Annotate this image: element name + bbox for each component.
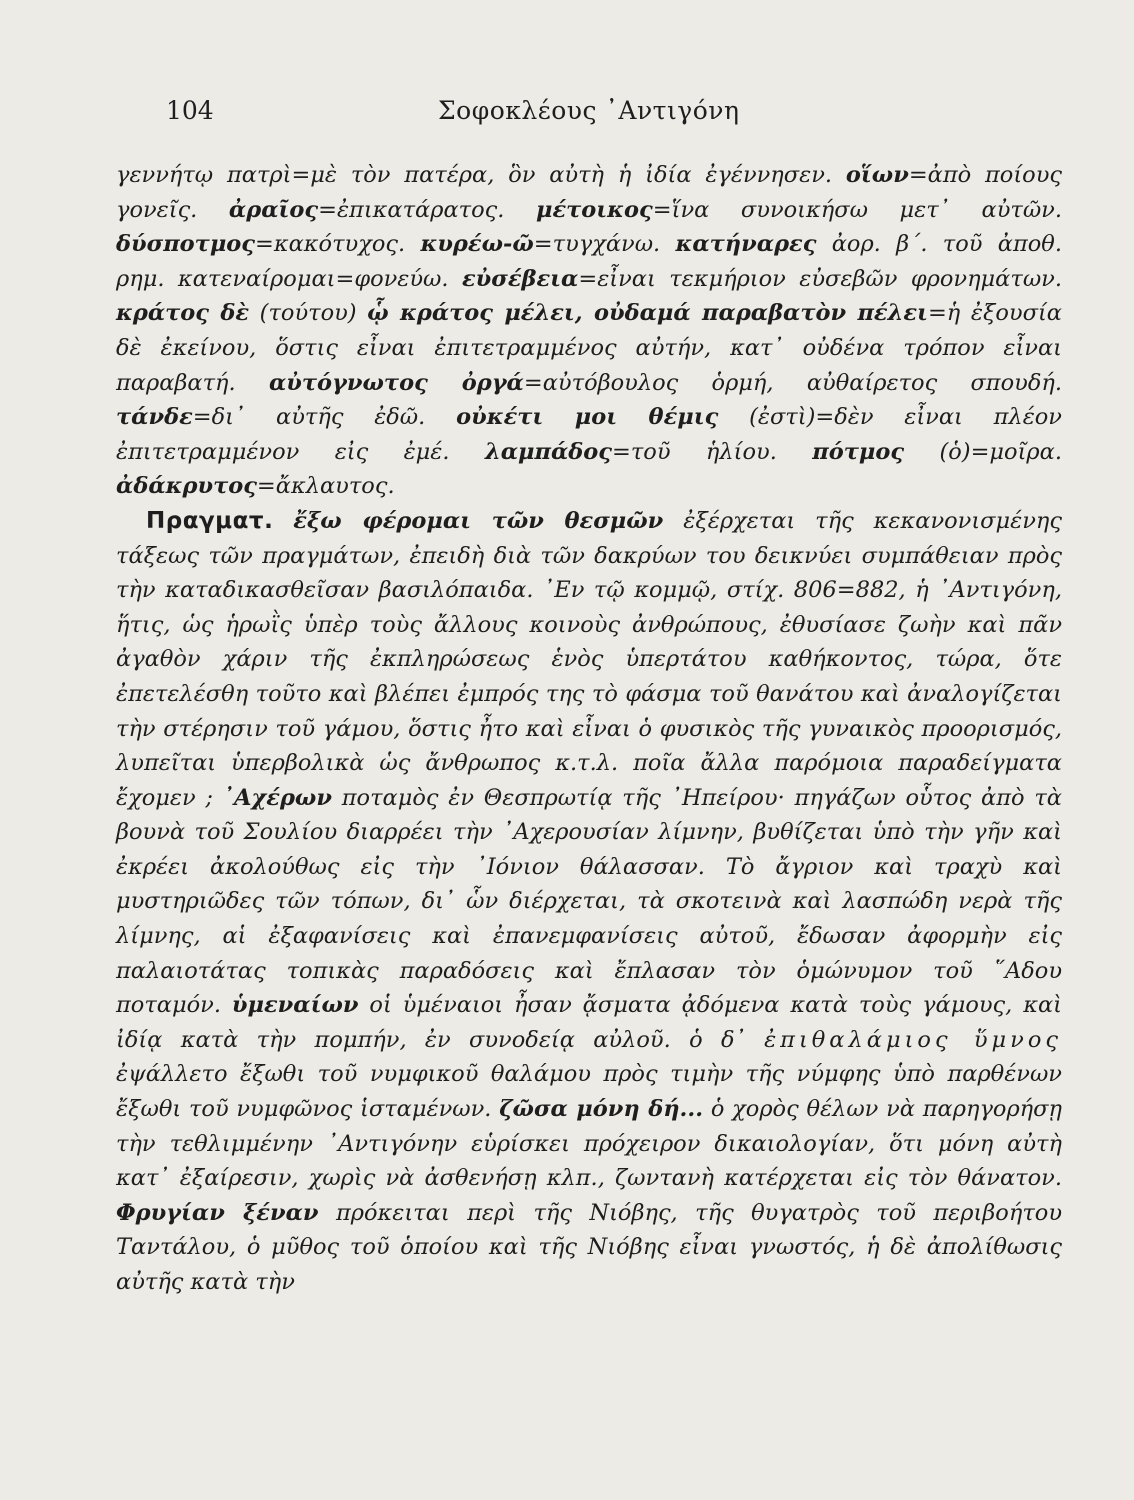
- lemma: ὑμεναίων: [231, 992, 359, 1019]
- text-run: (τούτου): [249, 300, 368, 327]
- lemma: ᾿Αχέρων: [222, 784, 332, 811]
- page-number: 104: [166, 96, 214, 125]
- lemma: ᾧ κράτος μέλει, οὐδαμά παραβατὸν πέλει: [367, 300, 928, 327]
- lemma: ἔξω φέρομαι τῶν θεσμῶν: [293, 507, 664, 534]
- text-run: πρόκειται περὶ τῆς Νιόβης, τῆς θυγατρὸς τοῦ περιβοήτου Ταντάλου, ὁ μῦθος τοῦ ὁποίου καὶ τῆς Νιόβης εἶναι γνωστός, ἡ δὲ ἀπολίθωσις αὐτῆς κατὰ τὴν: [116, 1199, 1062, 1295]
- text-run: =εἶναι τεκμήριον εὐσεβῶν φρονημάτων.: [578, 265, 1062, 292]
- paragraph-glossary: [116, 158, 1062, 504]
- running-title: Σοφοκλέους ᾿Αντιγόνη: [438, 96, 740, 125]
- text-run: =ἀπὸ ποίους γονεῖς.: [116, 162, 1062, 223]
- text-run: γεννήτῳ πατρὶ=μὲ τὸν πατέρα, ὃν αὐτὴ ἡ ἰδία ἐγέννησεν.: [116, 162, 846, 188]
- text-run: ποταμὸς ἐν Θεσπρωτίᾳ τῆς ᾿Ηπείρου· πηγάζων οὗτος ἀπὸ τὰ βουνὰ τοῦ Σουλίου διαρρέει τὴν ᾿Αχερουσίαν λίμνην, βυθίζεται ὑπὸ τὴν γῆν καὶ ἐκρέει ἀκολούθως εἰς τὴν ᾿Ιόνιον θάλασσαν. Τὸ ἄγριον καὶ τραχὺ καὶ μυστηριῶδες τῶν τόπων, δι᾿ ὧν διέρχεται, τὰ σκοτεινὰ καὶ λασπώδη νερὰ τῆς λίμνης, αἱ ἐξαφανίσεις καὶ ἐπανεμφανίσεις αὐτοῦ, ἔδωσαν ἀφορμὴν εἰς παλαιοτάτας τοπικὰς παραδόσεις καὶ ἔπλασαν τὸν ὁμώνυμον τοῦ ῞Αδου ποταμόν.: [116, 784, 1062, 1019]
- lemma: οὐκέτι μοι θέμις: [456, 404, 719, 431]
- spaced-term: ἐπιθαλάμιος ὕμνος: [764, 1026, 1063, 1053]
- lemma: πότμος: [812, 438, 905, 465]
- text-run: =δι᾿ αὐτῆς ἐδῶ.: [192, 404, 457, 431]
- commentary-text: [116, 158, 1062, 1300]
- text-run: (ὁ)=μοῖρα.: [904, 438, 1062, 465]
- text-run: =ἐπικατάρατος.: [318, 196, 536, 223]
- text-run: =ἄκλαυτος.: [256, 473, 395, 500]
- lemma: κράτος δὲ: [116, 300, 250, 327]
- text-run: =τυγχάνω.: [533, 231, 676, 258]
- lemma: ἀδάκρυτος: [116, 473, 257, 500]
- section-label: Πραγματ.: [146, 507, 274, 534]
- text-run: οἱ ὑμέναιοι ἦσαν ᾄσματα ᾀδόμενα κατὰ τοὺς γάμους, καὶ ἰδίᾳ κατὰ τὴν πομπήν, ἐν συνοδείᾳ αὐλοῦ. ὁ δ᾿: [116, 992, 1062, 1053]
- lemma: ζῶσα μόνη δή...: [499, 1096, 704, 1123]
- lemma: τάνδε: [116, 404, 193, 431]
- page-header: [166, 96, 1066, 136]
- lemma: εὐσέβεια: [461, 265, 579, 292]
- lemma: Φρυγίαν ξέναν: [116, 1199, 319, 1226]
- lemma: οἵων: [845, 162, 909, 188]
- lemma: κυρέω-ῶ: [420, 231, 534, 258]
- text-run: ἐψάλλετο ἔξωθι τοῦ νυμφικοῦ θαλάμου πρὸς τιμὴν τῆς νύμφης ὑπὸ παρθένων ἔξωθι τοῦ νυμφῶνος ἱσταμένων.: [116, 1061, 1062, 1123]
- lemma: αὐτόγνωτος ὀργά: [268, 369, 524, 396]
- lemma: λαμπάδος: [484, 438, 612, 465]
- text-run: ἐξέρχεται τῆς κεκανονισμένης τάξεως τῶν πραγμάτων, ἐπειδὴ διὰ τῶν δακρύων του δεικνύει συμπάθειαν πρὸς τὴν καταδικασθεῖσαν βασιλόπαιδα. ᾿Εν τῷ κομμῷ, στίχ. 806=882, ἡ ᾿Αντιγόνη, ἥτις, ὡς ἡρωῒς ὑπὲρ τοὺς ἄλλους κοινοὺς ἀνθρώπους, ἐθυσίασε ζωὴν καὶ πᾶν ἀγαθὸν χάριν τῆς ἐκπληρώσεως ἑνὸς ὑπερτάτου καθήκοντος, τώρα, ὅτε ἐπετελέσθη τοῦτο καὶ βλέπει ἐμπρός της τὸ φάσμα τοῦ θανάτου καὶ ἀναλογίζεται τὴν στέρησιν τοῦ γάμου, ὅστις ἦτο καὶ εἶναι ὁ φυσικὸς τῆς γυναικὸς προορισμός, λυπεῖται ὑπερβολικὰ ὡς ἄνθρωπος κ.τ.λ. ποῖα ἄλλα παρόμοια παραδείγματα ἔχομεν ;: [116, 507, 1062, 811]
- text-run: ἀορ. β΄. τοῦ ἀποθ. ρημ. κατεναίρομαι=φονεύω.: [116, 231, 1062, 292]
- lemma: ἀραῖος: [228, 196, 319, 223]
- lemma: κατήναρες: [675, 231, 817, 258]
- text-run: [273, 508, 293, 534]
- text-run: ὁ χορὸς θέλων νὰ παρηγορήσῃ τὴν τεθλιμμένην ᾿Αντιγόνην εὑρίσκει πρόχειρον δικαιολογίαν, ὅτι μόνη αὐτὴ κατ᾿ ἐξαίρεσιν, χωρὶς νὰ ἀσθενήσῃ κλπ., ζωντανὴ κατέρχεται εἰς τὸν θάνατον.: [116, 1096, 1062, 1192]
- text-run: =ἡ ἐξουσία δὲ ἐκείνου, ὅστις εἶναι ἐπιτετραμμένος αὐτήν, κατ᾿ οὐδένα τρόπον εἶναι παραβατή.: [116, 300, 1062, 396]
- text-run: =κακότυχος.: [255, 231, 421, 258]
- text-run: (ἐστὶ)=δὲν εἶναι πλέον ἐπιτετραμμένον εἰς ἐμέ.: [116, 404, 1062, 465]
- text-run: =τοῦ ἡλίου.: [612, 438, 813, 465]
- lemma: μέτοικος: [536, 196, 653, 223]
- paragraph-commentary: [116, 504, 1062, 1300]
- lemma: δύσποτμος: [116, 231, 255, 258]
- text-run: =ἵνα συνοικήσω μετ᾿ αὐτῶν.: [652, 196, 1062, 223]
- text-run: =αὐτόβουλος ὁρμή, αὐθαίρετος σπουδή.: [523, 369, 1062, 396]
